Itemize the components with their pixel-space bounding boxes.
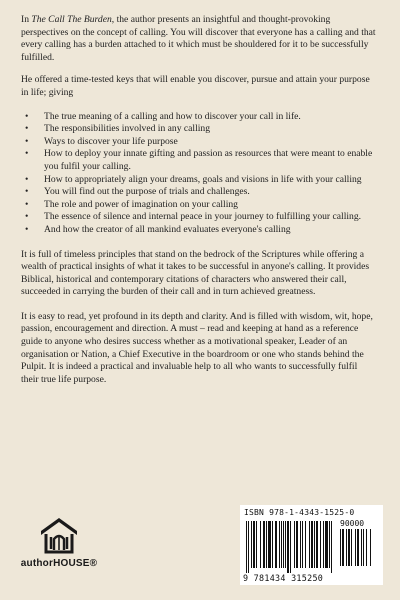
- barcode-bar: [320, 521, 321, 568]
- barcode-bar: [285, 521, 286, 568]
- barcode-bar: [363, 529, 364, 566]
- isbn-label: ISBN 978-1-4343-1525-0: [244, 508, 355, 517]
- barcode-bar: [314, 521, 315, 568]
- barcode-bar: [357, 529, 359, 566]
- barcode-bar: [302, 521, 303, 568]
- list-item: • How to deploy your innate gifting and passion as resources that were meant to enable you fulfil your calling.: [21, 148, 377, 173]
- barcode-bar: [260, 521, 261, 568]
- barcode-bar: [256, 521, 257, 568]
- publisher-name: authorHOUSE®: [20, 558, 98, 569]
- barcode-bar: [268, 521, 271, 568]
- barcode-bar: [355, 529, 356, 566]
- keys-paragraph: He offered a time-tested keys that will enable you discover, pursue and attain your purpose in life; giving: [21, 74, 370, 98]
- barcode-bar: [263, 521, 265, 568]
- list-item: • Ways to discover your life purpose: [21, 136, 377, 149]
- principles-paragraph: It is full of timeless principles that stand on the bedrock of the Scriptures while offering a wealth of practical insights of what it takes to be successful in anyone's calling. It provides Biblical, historical and contemporary citations of characters who answered their call, succeeded in carrying the burden of their call and in turn achieved greatness.: [21, 248, 370, 298]
- barcode-bar: [290, 521, 291, 573]
- barcode-bar: [323, 521, 324, 568]
- barcode-bar: [309, 521, 310, 568]
- list-item: • The responsibilities involved in any calling: [21, 123, 377, 136]
- benefits-list: [21, 111, 377, 237]
- addon-bars: [340, 529, 378, 571]
- list-item: • And how the creator of all mankind evaluates everyone's calling: [21, 224, 377, 237]
- barcode-bar: [283, 521, 284, 568]
- ean-bars: [246, 521, 336, 573]
- book-title: The Call The Burden: [31, 14, 112, 25]
- barcode-bar: [305, 521, 306, 568]
- price-code: 90000: [340, 519, 365, 528]
- barcode-bar: [311, 521, 313, 568]
- intro-paragraph: [21, 14, 377, 64]
- barcode-bar: [253, 521, 255, 568]
- list-item: • The role and power of imagination on your calling: [21, 199, 377, 212]
- intro-lead: In: [21, 14, 32, 25]
- barcode-bar: [281, 521, 282, 568]
- barcode-bar: [266, 521, 267, 568]
- summary-paragraph: It is easy to read, yet profound in its depth and clarity. And is filled with wisdom, wit, hope, passion, encouragement and direction. A must – read and keeping at hand as a reference guide to anyone who desires success whether as a motivational speaker, Leader of an organisation or Nation, a Chief Executive in the boardroom or one who stands behind the Pulpit. It is indeed a practical and invaluable help to all who wants to successfully fulfil their true life purpose.: [21, 310, 373, 385]
- barcode-bar: [325, 521, 328, 568]
- barcode-bar: [351, 529, 352, 566]
- barcode-bar: [348, 529, 350, 566]
- barcode-bar: [342, 529, 344, 566]
- barcode-bar: [248, 521, 249, 573]
- barcode-bar: [316, 521, 318, 568]
- barcode-bar: [296, 521, 298, 568]
- barcode-bar: [370, 529, 371, 566]
- intro-rest: , the author presents an insightful and thought-provoking perspectives on the concept of calling. You will discover that everyone has a calling and that every calling has a burden attached to it which must be shouldered for it to be successfully fulfilled.: [21, 14, 376, 63]
- barcode-bar: [294, 521, 295, 568]
- publisher-logo: [16, 514, 102, 578]
- ean-digits: 9 781434 315250: [243, 573, 324, 583]
- list-item: • You will find out the purpose of trials and challenges.: [21, 186, 377, 199]
- list-item: • The true meaning of a calling and how to discover your call in life.: [21, 111, 377, 124]
- barcode-bar: [346, 529, 347, 566]
- book-house-icon: [38, 514, 80, 556]
- isbn-barcode: [240, 505, 383, 585]
- barcode-bar: [246, 521, 247, 573]
- barcode-bar: [300, 521, 301, 568]
- barcode-bar: [287, 521, 289, 573]
- barcode-bar: [331, 521, 332, 573]
- barcode-bar: [361, 529, 362, 566]
- barcode-bar: [329, 521, 330, 568]
- blurb: [21, 14, 377, 386]
- barcode-bar: [272, 521, 273, 568]
- barcode-bar: [279, 521, 280, 568]
- barcode-bar: [251, 521, 252, 568]
- barcode-bar: [275, 521, 277, 568]
- barcode-bar: [366, 529, 367, 566]
- barcode-bar: [340, 529, 341, 566]
- list-item: • The essence of silence and internal peace in your journey to fulfilling your calling.: [21, 211, 377, 224]
- list-item: • How to appropriately align your dreams, goals and visions in life with your calling: [21, 174, 377, 187]
